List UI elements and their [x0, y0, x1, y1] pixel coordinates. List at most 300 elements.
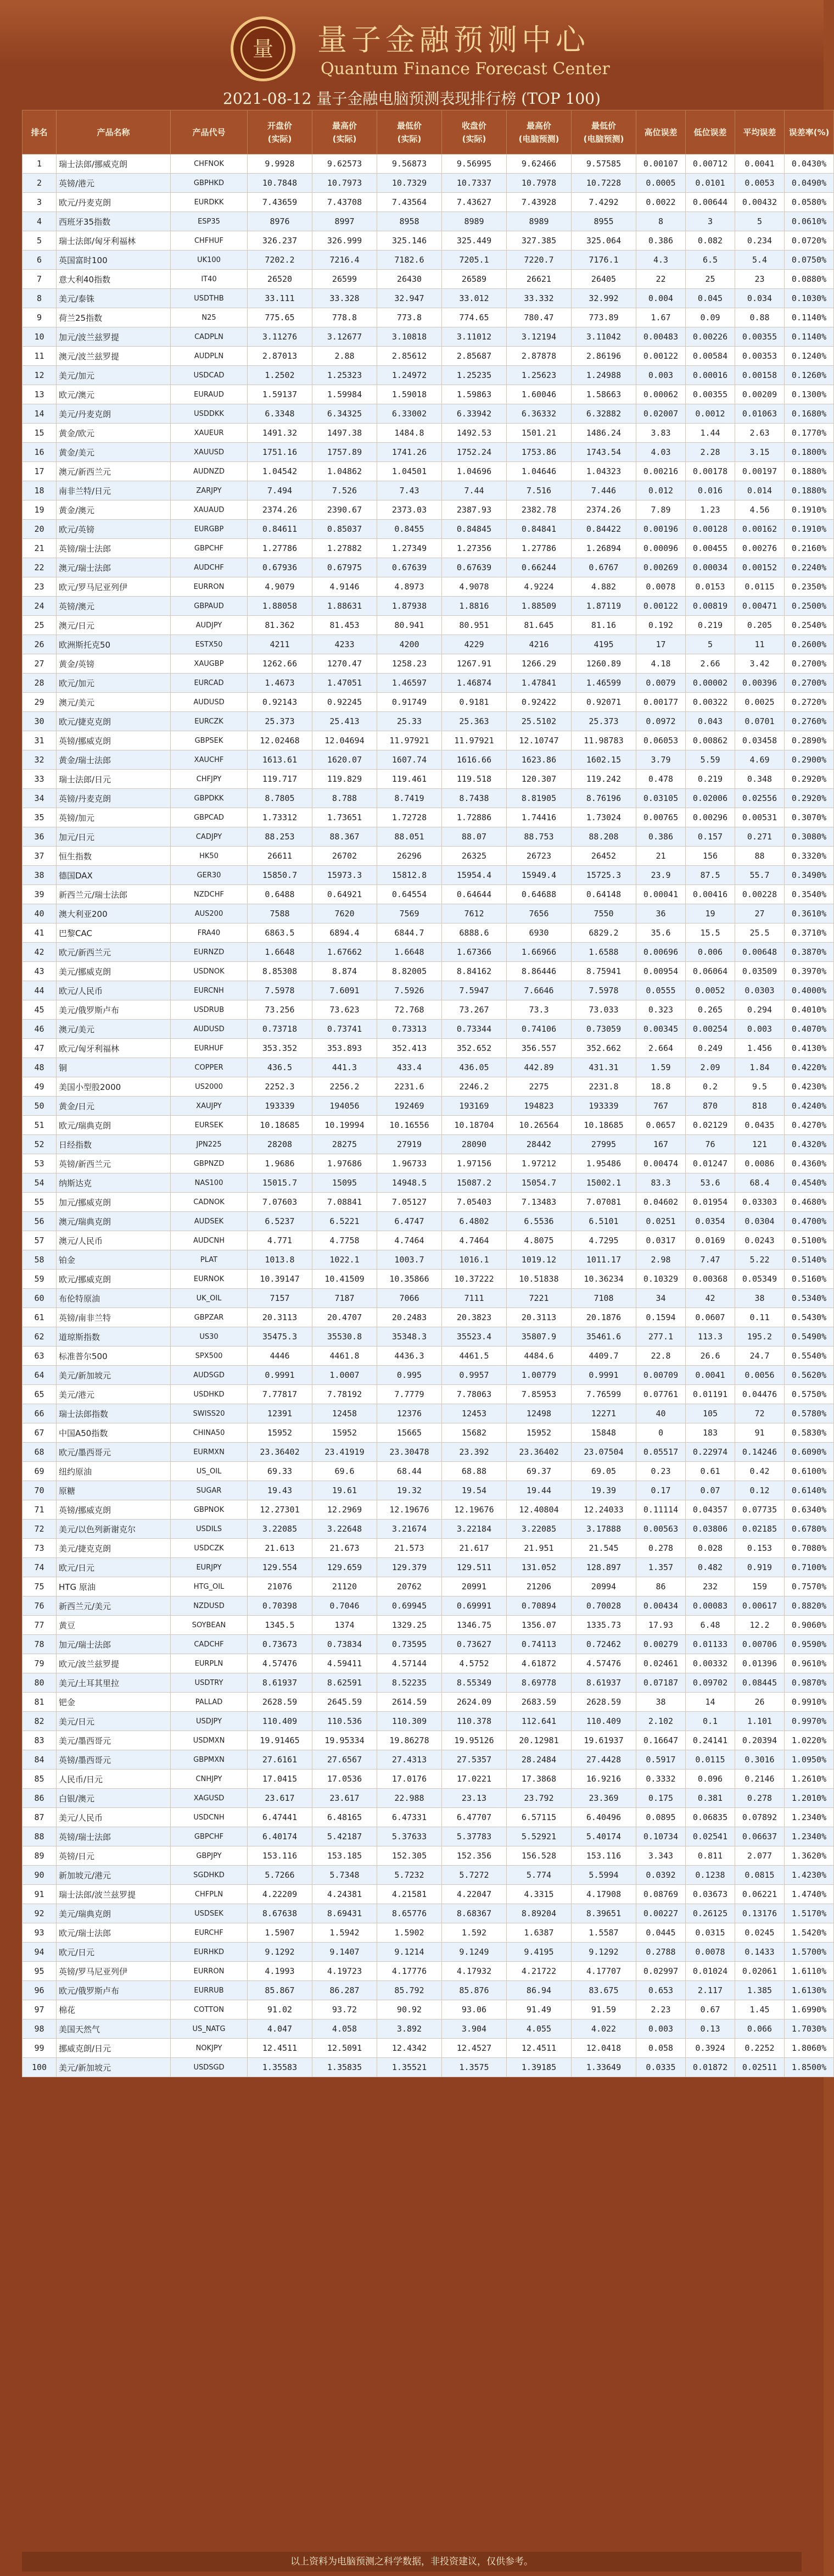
- table-cell: 0.219: [686, 770, 735, 789]
- table-cell: 12.4342: [377, 2039, 442, 2058]
- table-cell: 0.294: [735, 1000, 785, 1020]
- table-cell: 3.17888: [572, 1520, 636, 1539]
- table-cell: 91: [23, 1885, 57, 1904]
- table-cell: 325.146: [377, 231, 442, 251]
- table-cell: 193169: [442, 1097, 507, 1116]
- table-cell: 442.89: [507, 1058, 572, 1077]
- table-cell: 6829.2: [572, 923, 636, 943]
- table-cell: 21076: [248, 1577, 312, 1596]
- table-cell: 6.5237: [248, 1212, 312, 1231]
- table-cell: 0.69945: [377, 1596, 442, 1616]
- table-cell: 2683.59: [507, 1693, 572, 1712]
- column-header: [785, 110, 834, 154]
- table-cell: 110.378: [442, 1712, 507, 1731]
- table-row: [23, 366, 834, 385]
- table-cell: 4.058: [312, 2019, 377, 2039]
- table-cell: 19.61: [312, 1481, 377, 1500]
- table-cell: 1.59018: [377, 385, 442, 404]
- table-cell: 14948.5: [377, 1173, 442, 1193]
- table-cell: 72.768: [377, 1000, 442, 1020]
- table-cell: 21.617: [442, 1539, 507, 1558]
- table-cell: 121: [735, 1135, 785, 1154]
- table-cell: 356.557: [507, 1039, 572, 1058]
- table-cell: 0.0304: [735, 1212, 785, 1231]
- table-cell: 70: [23, 1481, 57, 1500]
- table-cell: 7.6091: [312, 981, 377, 1000]
- table-cell: 2.87878: [507, 347, 572, 366]
- table-cell: 9.9928: [248, 154, 312, 174]
- table-cell: 36: [23, 827, 57, 847]
- table-cell: 1.5942: [312, 1923, 377, 1943]
- table-cell: 870: [686, 1097, 735, 1116]
- table-cell: 34: [636, 1289, 686, 1308]
- table-cell: 9.62573: [312, 154, 377, 174]
- table-cell: 0.0580%: [785, 193, 834, 212]
- table-cell: 12.02468: [248, 731, 312, 750]
- table-cell: 欧元/波兰兹罗提: [57, 1654, 171, 1673]
- table-cell: 0.67639: [442, 558, 507, 577]
- table-cell: 0.10329: [636, 1270, 686, 1289]
- table-cell: 0.00455: [686, 539, 735, 558]
- table-cell: 0.00416: [686, 885, 735, 904]
- table-cell: 0.00216: [636, 462, 686, 481]
- table-cell: 73.267: [442, 1000, 507, 1020]
- table-cell: 15949.4: [507, 866, 572, 885]
- table-cell: 加元/日元: [57, 827, 171, 847]
- table-cell: 88.07: [442, 827, 507, 847]
- table-cell: 5.22: [735, 1250, 785, 1270]
- table-cell: 1752.24: [442, 443, 507, 462]
- table-cell: 69.05: [572, 1462, 636, 1481]
- table-cell: EURRON: [171, 577, 248, 597]
- table-row: [23, 1385, 834, 1404]
- table-cell: 标准普尔500: [57, 1347, 171, 1366]
- table-cell: 7176.1: [572, 251, 636, 270]
- table-cell: 0.0607: [686, 1308, 735, 1327]
- table-cell: 澳元/新西兰元: [57, 462, 171, 481]
- table-cell: 欧元/俄罗斯卢布: [57, 1981, 171, 2000]
- table-cell: 1.96733: [377, 1154, 442, 1173]
- table-cell: 85.792: [377, 1981, 442, 2000]
- table-cell: 英镑/澳元: [57, 597, 171, 616]
- table-cell: 81: [23, 1693, 57, 1712]
- table-cell: 英镑/新西兰元: [57, 1154, 171, 1173]
- table-cell: 1753.86: [507, 443, 572, 462]
- table-cell: 0.67936: [248, 558, 312, 577]
- table-cell: 美元/港元: [57, 1385, 171, 1404]
- table-cell: 加元/挪威克朗: [57, 1193, 171, 1212]
- table-cell: 23.07504: [572, 1443, 636, 1462]
- table-cell: 英镑/丹麦克朗: [57, 789, 171, 808]
- table-cell: 0.0041: [686, 1366, 735, 1385]
- table-cell: 4446: [248, 1347, 312, 1366]
- table-cell: 326.999: [312, 231, 377, 251]
- table-cell: 10.51838: [507, 1270, 572, 1289]
- table-cell: 欧元/日元: [57, 1943, 171, 1962]
- table-cell: 0.0750%: [785, 251, 834, 270]
- table-cell: 4.57476: [572, 1654, 636, 1673]
- table-cell: 353.352: [248, 1039, 312, 1058]
- table-cell: 12.2969: [312, 1500, 377, 1520]
- table-row: [23, 270, 834, 289]
- table-cell: 1.25235: [442, 366, 507, 385]
- table-cell: 5: [735, 212, 785, 231]
- table-cell: 0.73673: [248, 1635, 312, 1654]
- table-cell: 8.81905: [507, 789, 572, 808]
- table-cell: 0.034: [735, 289, 785, 308]
- table-cell: 0.0053: [735, 174, 785, 193]
- table-cell: 4.22047: [442, 1885, 507, 1904]
- table-cell: 38: [735, 1289, 785, 1308]
- table-cell: 8.39651: [572, 1904, 636, 1923]
- table-cell: GBPMXN: [171, 1750, 248, 1770]
- table-row: [23, 1423, 834, 1443]
- table-cell: 0.045: [686, 289, 735, 308]
- table-cell: 4409.7: [572, 1347, 636, 1366]
- table-cell: 欧元/英镑: [57, 520, 171, 539]
- table-cell: 81.453: [312, 616, 377, 635]
- table-cell: 7187: [312, 1289, 377, 1308]
- table-row: [23, 347, 834, 366]
- table-cell: EURMXN: [171, 1443, 248, 1462]
- table-cell: 20762: [377, 1577, 442, 1596]
- table-cell: 7.5978: [572, 981, 636, 1000]
- table-cell: 0.0078: [636, 577, 686, 597]
- table-cell: 1607.74: [377, 750, 442, 770]
- table-cell: 25: [23, 616, 57, 635]
- table-cell: 6: [23, 251, 57, 270]
- table-cell: 7.43928: [507, 193, 572, 212]
- table-cell: 美元/新加坡元: [57, 2058, 171, 2077]
- table-cell: 8.788: [312, 789, 377, 808]
- table-cell: 6.36332: [507, 404, 572, 424]
- table-cell: 3.22085: [507, 1520, 572, 1539]
- table-cell: 澳元/美元: [57, 693, 171, 712]
- table-cell: USDTRY: [171, 1673, 248, 1693]
- table-cell: 0.0610%: [785, 212, 834, 231]
- table-cell: 4.1993: [248, 1962, 312, 1981]
- table-cell: 0.02129: [686, 1116, 735, 1135]
- table-cell: 2390.67: [312, 500, 377, 520]
- table-cell: 0.02007: [636, 404, 686, 424]
- table-cell: 1.8500%: [785, 2058, 834, 2077]
- column-header-label: 产品名称: [97, 127, 130, 137]
- table-cell: 21.613: [248, 1539, 312, 1558]
- table-cell: 0.265: [686, 1000, 735, 1020]
- column-header-label: 最高价: [332, 120, 357, 131]
- table-cell: 0.42: [735, 1462, 785, 1481]
- table-row: [23, 539, 834, 558]
- table-cell: 15: [23, 424, 57, 443]
- table-cell: 9.1292: [248, 1943, 312, 1962]
- table-cell: 1.6130%: [785, 1981, 834, 2000]
- table-cell: 0.016: [686, 481, 735, 500]
- table-cell: 0.00196: [636, 520, 686, 539]
- table-cell: USDSEK: [171, 1904, 248, 1923]
- table-cell: 0.1260%: [785, 366, 834, 385]
- table-cell: 86.94: [507, 1981, 572, 2000]
- table-cell: AUDPLN: [171, 347, 248, 366]
- table-cell: 0.88: [735, 308, 785, 327]
- table-row: [23, 866, 834, 885]
- table-cell: 7.05127: [377, 1193, 442, 1212]
- table-cell: 38: [23, 866, 57, 885]
- table-cell: 4.9224: [507, 577, 572, 597]
- table-cell: 22: [636, 270, 686, 289]
- table-cell: 0.00345: [636, 1020, 686, 1039]
- table-cell: 20991: [442, 1577, 507, 1596]
- table-cell: 0.64554: [377, 885, 442, 904]
- table-cell: 23.36402: [248, 1443, 312, 1462]
- table-cell: 0.07187: [636, 1673, 686, 1693]
- table-cell: 73: [23, 1539, 57, 1558]
- table-cell: 4.7295: [572, 1231, 636, 1250]
- table-cell: 35530.8: [312, 1327, 377, 1347]
- table-cell: 6.48165: [312, 1808, 377, 1827]
- table-cell: 6888.6: [442, 923, 507, 943]
- table-cell: 152.356: [442, 1846, 507, 1866]
- table-cell: 1.73651: [312, 808, 377, 827]
- table-cell: 23.617: [312, 1789, 377, 1808]
- table-cell: 0.00209: [735, 385, 785, 404]
- table-cell: 美元/瑞典克朗: [57, 1904, 171, 1923]
- table-cell: EURAUD: [171, 385, 248, 404]
- table-row: [23, 1289, 834, 1308]
- table-cell: 英镑/罗马尼亚列伊: [57, 1962, 171, 1981]
- table-cell: 119.518: [442, 770, 507, 789]
- table-cell: 3.10818: [377, 327, 442, 347]
- table-cell: CADPLN: [171, 327, 248, 347]
- table-cell: 21206: [507, 1577, 572, 1596]
- table-cell: 12.04694: [312, 731, 377, 750]
- table-cell: 4.3: [636, 251, 686, 270]
- table-cell: 1.04696: [442, 462, 507, 481]
- table-cell: 欧元/瑞士法郎: [57, 1923, 171, 1943]
- table-cell: 4.7464: [377, 1231, 442, 1250]
- table-cell: 1.5170%: [785, 1904, 834, 1923]
- table-cell: 3.12677: [312, 327, 377, 347]
- table-cell: 35523.4: [442, 1327, 507, 1347]
- table-cell: 153.185: [312, 1846, 377, 1866]
- table-cell: 1.6648: [248, 943, 312, 962]
- table-cell: 0.811: [686, 1846, 735, 1866]
- table-body: [23, 154, 834, 2077]
- table-cell: 0.4010%: [785, 1000, 834, 1020]
- table-cell: 1616.66: [442, 750, 507, 770]
- table-cell: 0.70894: [507, 1596, 572, 1616]
- table-cell: 1743.54: [572, 443, 636, 462]
- table-row: [23, 1808, 834, 1827]
- table-cell: 88: [735, 847, 785, 866]
- table-cell: 7.43564: [377, 193, 442, 212]
- table-cell: 3.12194: [507, 327, 572, 347]
- table-cell: XAUUSD: [171, 443, 248, 462]
- table-cell: 9.1292: [572, 1943, 636, 1962]
- table-cell: 0.1910%: [785, 520, 834, 539]
- table-cell: 0.0392: [636, 1866, 686, 1885]
- table-cell: 0.06637: [735, 1827, 785, 1846]
- table-cell: 0.06221: [735, 1885, 785, 1904]
- column-header: [23, 110, 57, 154]
- column-header-label: (实际): [267, 133, 292, 144]
- table-cell: 8997: [312, 212, 377, 231]
- table-cell: 1.385: [735, 1981, 785, 2000]
- table-cell: EURJPY: [171, 1558, 248, 1577]
- table-cell: 6.47441: [248, 1808, 312, 1827]
- table-cell: 8.55349: [442, 1673, 507, 1693]
- table-cell: USDMXN: [171, 1731, 248, 1750]
- header-row: [23, 110, 834, 154]
- table-cell: 43: [23, 962, 57, 981]
- table-cell: 93.06: [442, 2000, 507, 2019]
- table-row: [23, 193, 834, 212]
- table-cell: 86: [636, 1577, 686, 1596]
- table-cell: 3.343: [636, 1846, 686, 1866]
- table-cell: 7.494: [248, 481, 312, 500]
- table-cell: 12453: [442, 1404, 507, 1423]
- table-cell: 110.536: [312, 1712, 377, 1731]
- table-cell: 0.1030%: [785, 289, 834, 308]
- table-cell: 0.175: [636, 1789, 686, 1808]
- table-cell: 4.771: [248, 1231, 312, 1250]
- table-cell: 0.00279: [636, 1635, 686, 1654]
- table-cell: 0.00696: [636, 943, 686, 962]
- table-row: [23, 1077, 834, 1097]
- table-cell: 6844.7: [377, 923, 442, 943]
- table-cell: 26520: [248, 270, 312, 289]
- table-cell: 0.381: [686, 1789, 735, 1808]
- table-cell: 99: [23, 2039, 57, 2058]
- table-cell: 1.59863: [442, 385, 507, 404]
- table-cell: 铂金: [57, 1250, 171, 1270]
- table-cell: 19.86278: [377, 1731, 442, 1750]
- table-cell: 12.4527: [442, 2039, 507, 2058]
- table-cell: 12498: [507, 1404, 572, 1423]
- table-cell: 0.00563: [636, 1520, 686, 1539]
- table-cell: 0.153: [735, 1539, 785, 1558]
- table-cell: 0.08769: [636, 1885, 686, 1904]
- table-cell: 0.00432: [735, 193, 785, 212]
- table-cell: 128.897: [572, 1558, 636, 1577]
- table-cell: 1.9686: [248, 1154, 312, 1173]
- table-cell: 12391: [248, 1404, 312, 1423]
- table-cell: 0.00269: [636, 558, 686, 577]
- table-cell: 8.68367: [442, 1904, 507, 1923]
- table-cell: 6.47331: [377, 1808, 442, 1827]
- table-cell: 35: [23, 808, 57, 827]
- table-cell: 4461.5: [442, 1347, 507, 1366]
- table-cell: 7066: [377, 1289, 442, 1308]
- table-cell: 7.78063: [442, 1385, 507, 1404]
- table-cell: 2614.59: [377, 1693, 442, 1712]
- table-cell: 0.5750%: [785, 1385, 834, 1404]
- table-cell: 88.253: [248, 827, 312, 847]
- table-cell: 7220.7: [507, 251, 572, 270]
- table-cell: IT40: [171, 270, 248, 289]
- table-cell: 326.237: [248, 231, 312, 251]
- table-cell: 46: [23, 1020, 57, 1039]
- table-cell: 7.89: [636, 500, 686, 520]
- table-cell: 1.88058: [248, 597, 312, 616]
- table-cell: 0.85037: [312, 520, 377, 539]
- table-cell: 24.7: [735, 1347, 785, 1366]
- table-cell: 0.00368: [686, 1270, 735, 1289]
- center-logo: [231, 16, 295, 81]
- table-cell: 156.528: [507, 1846, 572, 1866]
- table-cell: 0.2540%: [785, 616, 834, 635]
- table-row: [23, 808, 834, 827]
- table-cell: 1.88509: [507, 597, 572, 616]
- table-cell: 159: [735, 1577, 785, 1596]
- table-cell: 1.46599: [572, 674, 636, 693]
- table-cell: 0.00648: [735, 943, 785, 962]
- table-cell: 1.46874: [442, 674, 507, 693]
- table-cell: 瑞士法郎/日元: [57, 770, 171, 789]
- table-cell: HTG_OIL: [171, 1577, 248, 1596]
- table-row: [23, 481, 834, 500]
- table-cell: ESTX50: [171, 635, 248, 654]
- table-cell: 64: [23, 1366, 57, 1385]
- table-cell: 1.26894: [572, 539, 636, 558]
- table-cell: 12.40804: [507, 1500, 572, 1520]
- table-cell: 1.2610%: [785, 1770, 834, 1789]
- table-cell: 441.3: [312, 1058, 377, 1077]
- table-row: [23, 462, 834, 481]
- table-row: [23, 154, 834, 174]
- table-cell: 5.7348: [312, 1866, 377, 1885]
- table-cell: 22.988: [377, 1789, 442, 1808]
- table-cell: 0.249: [686, 1039, 735, 1058]
- table-row: [23, 1904, 834, 1923]
- table-cell: 4.9079: [248, 577, 312, 597]
- table-cell: 1.45: [735, 2000, 785, 2019]
- table-cell: 26702: [312, 847, 377, 866]
- table-cell: 0.1594: [636, 1308, 686, 1327]
- table-cell: 0.01872: [686, 2058, 735, 2077]
- table-cell: 7216.4: [312, 251, 377, 270]
- table-cell: 20: [23, 520, 57, 539]
- table-cell: 0.0243: [735, 1231, 785, 1250]
- table-cell: EURDKK: [171, 193, 248, 212]
- table-cell: 0.2760%: [785, 712, 834, 731]
- table-cell: 0.00862: [686, 731, 735, 750]
- table-cell: 欧元/捷克克朗: [57, 712, 171, 731]
- table-cell: 77: [23, 1616, 57, 1635]
- table-cell: 6.4747: [377, 1212, 442, 1231]
- table-row: [23, 1923, 834, 1943]
- table-cell: 0.5780%: [785, 1404, 834, 1423]
- table-cell: 1003.7: [377, 1250, 442, 1270]
- table-cell: 277.1: [636, 1327, 686, 1347]
- table-cell: 0.4130%: [785, 1039, 834, 1058]
- table-cell: 0.0025: [735, 693, 785, 712]
- table-cell: 85.867: [248, 1981, 312, 2000]
- table-cell: 0.0251: [636, 1212, 686, 1231]
- table-cell: 7.47: [686, 1250, 735, 1270]
- table-cell: 0.74106: [507, 1020, 572, 1039]
- column-header-label: 最低价: [591, 120, 616, 131]
- table-cell: 欧元/人民币: [57, 981, 171, 1000]
- table-cell: 2382.78: [507, 500, 572, 520]
- table-cell: 0.20394: [735, 1731, 785, 1750]
- column-header-label: (实际): [332, 133, 357, 144]
- table-cell: 0.00122: [636, 597, 686, 616]
- table-cell: 19: [686, 904, 735, 923]
- table-cell: 91: [735, 1423, 785, 1443]
- table-cell: GBPCHF: [171, 539, 248, 558]
- table-cell: 5.774: [507, 1866, 572, 1885]
- table-cell: 0.01191: [686, 1385, 735, 1404]
